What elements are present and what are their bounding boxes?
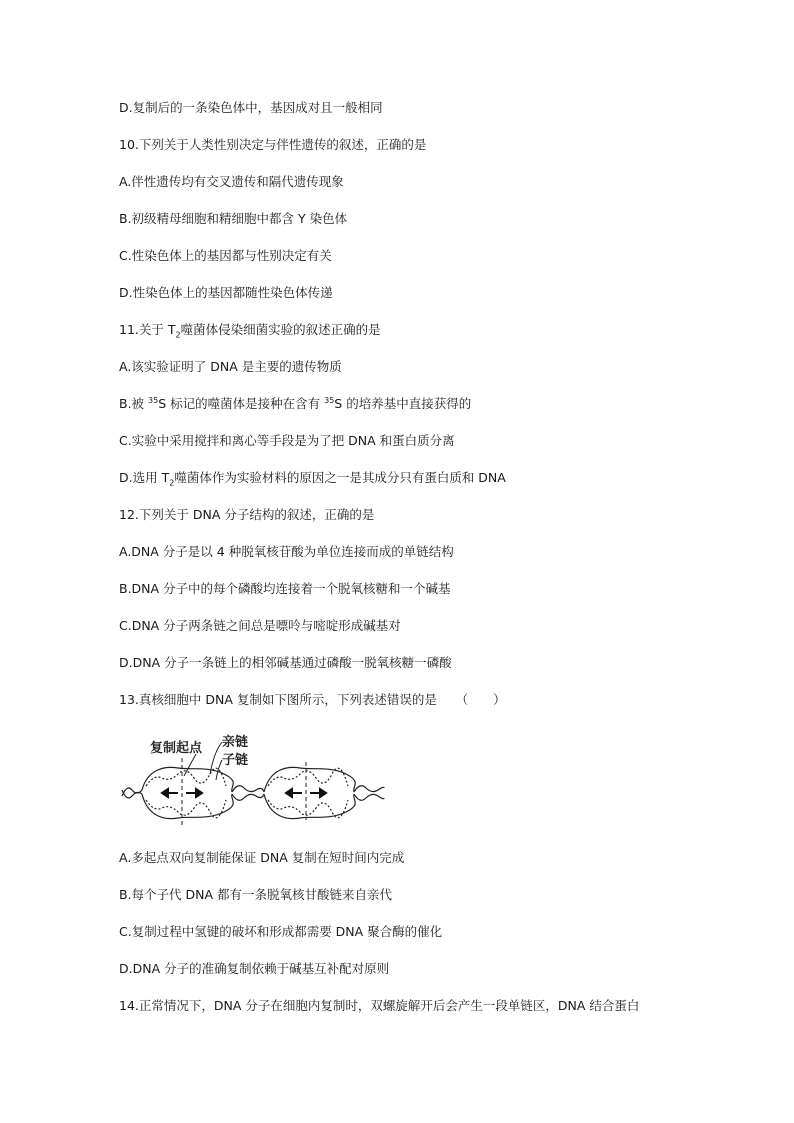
q11-option-d-part2: 噬菌体作为实验材料的原因之一是其成分只有蛋白质和 DNA [174,470,506,485]
line-q13a [119,850,754,866]
q9-option-d: D.复制后的一条染色体中，基因成对且一般相同 [119,100,383,115]
line-q10b [119,211,754,227]
q13-stem: 13.真核细胞中 DNA 复制如下图所示，下列表述错误的是 （ ） [119,692,506,707]
line-q11b [119,396,754,412]
q12-option-d: D.DNA 分子一条链上的相邻碱基通过磷酸一脱氧核糖一磷酸 [119,655,452,670]
label-daughter-strand: 子链 [222,753,249,768]
q12-option-a: A.DNA 分子是以 4 种脱氧核苷酸为单位连接而成的单链结构 [119,544,454,559]
dna-helix-left-flank [122,788,142,798]
line-q11c [119,433,754,449]
q11-option-b-part3: S 的培养基中直接获得的 [334,396,472,411]
label-replication-origin: 复制起点 [150,741,203,756]
q11-stem-subscript: 2 [175,330,181,340]
label-parent-strand: 亲链 [222,735,249,750]
line-q12d [119,655,754,671]
q11-option-a: A.该实验证明了 DNA 是主要的遗传物质 [119,359,342,374]
q11-stem-part1: 11.关于 T [119,322,176,337]
q11-option-b-part2: S 标记的噬菌体是接种在含有 [158,396,325,411]
q12-option-c: C.DNA 分子两条链之间总是嘌呤与嘧啶形成碱基对 [119,618,401,633]
q11-stem-part2: 噬菌体侵染细菌实验的叙述正确的是 [180,322,381,337]
line-q13c [119,924,754,940]
q11-option-b-sup1: 35 [148,395,159,405]
q14-stem: 14.正常情况下，DNA 分子在细胞内复制时，双螺旋解开后会产生一段单链区，DNA 结合蛋白 [119,998,640,1013]
dna-replication-figure [118,728,388,828]
q11-option-b-sup2: 35 [324,395,335,405]
line-q10c [119,248,754,264]
line-q13d [119,961,754,977]
q13-option-b: B.每个子代 DNA 都有一条脱氧核甘酸链来自亲代 [119,887,393,902]
dna-helix-right-flank [354,786,384,801]
q11-option-c: C.实验中采用搅拌和离心等手段是为了把 DNA 和蛋白质分离 [119,433,455,448]
q12-option-b: B.DNA 分子中的每个磷酸均连接着一个脱氧核糖和一个碱基 [119,581,451,596]
q10-option-c: C.性染色体上的基因都与性别决定有关 [119,248,332,263]
line-q14 [119,998,754,1014]
line-q12b [119,581,754,597]
replication-bubble-2 [264,767,355,818]
q10-option-a: A.伴性遗传均有交叉遗传和隔代遗传现象 [119,174,344,189]
leader-line-daughter [216,760,222,780]
q13-option-d: D.DNA 分子的准确复制依赖于碱基互补配对原则 [119,961,390,976]
line-q13 [119,692,754,708]
line-q12a [119,544,754,560]
line-q12c [119,618,754,634]
q12-stem: 12.下列关于 DNA 分子结构的叙述，正确的是 [119,507,375,522]
q11-option-b-part1: B.被 [119,396,149,411]
line-q11d [119,470,754,486]
line-q10a [119,174,754,190]
leader-line-origin [184,754,196,776]
q10-option-d: D.性染色体上的基因都随性染色体传递 [119,285,333,300]
line-q13b [119,887,754,903]
q13-option-c: C.复制过程中氢键的破坏和形成都需要 DNA 聚合酶的催化 [119,924,443,939]
line-q10d [119,285,754,301]
q10-stem: 10.下列关于人类性别决定与伴性遗传的叙述，正确的是 [119,137,427,152]
line-q12 [119,507,754,523]
line-q11a [119,359,754,375]
q11-option-d-part1: D.选用 T [119,470,170,485]
dna-helix-middle [232,786,264,801]
q10-option-b: B.初级精母细胞和精细胞中都含 Y 染色体 [119,211,348,226]
line-q9d [119,100,754,116]
line-q10 [119,137,754,153]
q11-option-d-subscript: 2 [169,478,175,488]
line-q11 [119,322,754,338]
leader-line-parent [210,742,222,774]
q13-option-a: A.多起点双向复制能保证 DNA 复制在短时间内完成 [119,850,405,865]
